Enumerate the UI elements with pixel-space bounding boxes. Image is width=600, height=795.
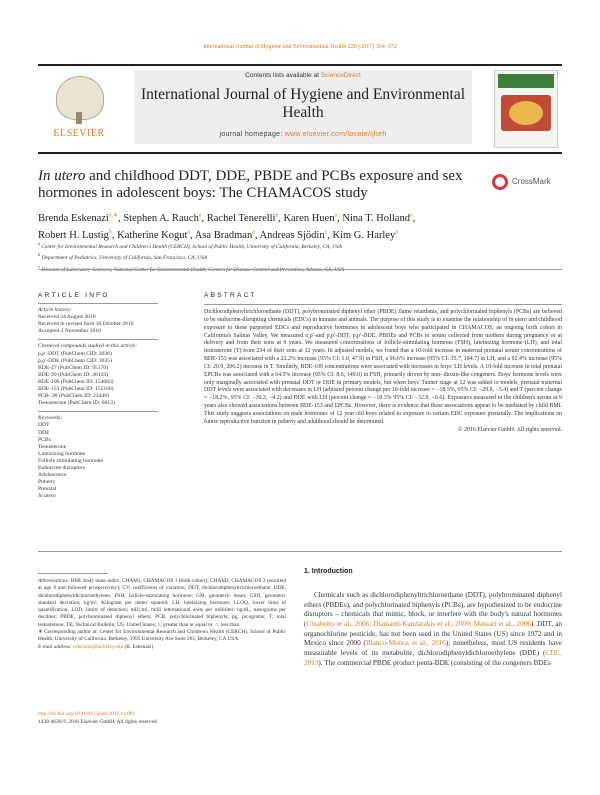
author[interactable]: Robert H. Lustig$^b$,: [38, 229, 118, 241]
author[interactable]: Stephen A. Rauch$^a$,: [123, 212, 207, 224]
keyword: Endocrine disruptors: [38, 464, 85, 471]
journal-homepage: [134, 131, 472, 138]
history-item: Received in revised form 30 October 2016: [38, 321, 134, 328]
compound-item: BDE-99 (PubChem ID: 36159): [38, 371, 109, 378]
elsevier-logo[interactable]: [38, 72, 120, 139]
compound-item: Testosterone (PubChem ID: 6013): [38, 400, 115, 407]
author[interactable]: Karen Huen$^a$,: [283, 212, 343, 224]
title-italic: In utero: [38, 168, 86, 184]
footnotes: [38, 578, 286, 651]
author[interactable]: Nina T. Holland$^a$,: [342, 212, 416, 224]
email-label: E-mail address:: [38, 643, 72, 650]
citation-link[interactable]: Blanco-Munoz et al., 2016: [365, 639, 446, 648]
history-label: Article history:: [38, 307, 73, 314]
compound-item: BDE-100 (PubChem ID: 154083): [38, 378, 114, 385]
crossmark-icon: [492, 174, 508, 190]
keywords-rule: [38, 411, 158, 412]
keyword: Follicle stimulating hormone: [38, 457, 103, 464]
compound-item: p,p′-DDT (PubChem CID: 3036): [38, 350, 112, 357]
homepage-link[interactable]: www.elsevier.com/locate/ijheh: [284, 131, 387, 138]
history-item: Accepted 2 November 2016: [38, 328, 101, 335]
keyword: Testosterone: [38, 443, 67, 450]
abstract-heading: ABSTRACT: [204, 292, 257, 299]
compound-item: BDE-47 (PubChem ID: 95170): [38, 364, 109, 371]
keyword: Prenatal: [38, 486, 57, 493]
article-info-rule: [38, 303, 158, 304]
masthead-bottom-rule: [38, 152, 562, 154]
author[interactable]: Rachel Tenerelli$^a$,: [206, 212, 284, 224]
keyword: Luteinizing hormone: [38, 450, 86, 457]
corresponding-author: ∗ Corresponding author at: Center for Environmental Research and Children's Health (CERCH), School of Public Health, University of California, Berkeley, 1995 University Ave Suite 265, Berkeley, CA USA.: [38, 629, 286, 643]
homepage-prefix: journal homepage:: [219, 131, 283, 138]
keyword: Puberty: [38, 479, 56, 486]
keyword: Adolescence: [38, 472, 67, 479]
journal-banner: [134, 70, 472, 144]
journal-title: International Journal of Hygiene and Environmental Health: [140, 86, 466, 121]
affiliation: $^b$ Department of Pediatrics, University of California, San Francisco, CA, USA: [38, 252, 208, 262]
author[interactable]: Andreas Sjödin$^c$,: [259, 229, 333, 241]
abstract-text: [204, 309, 562, 435]
abbreviations-label: Abbreviations:: [38, 578, 70, 584]
masthead-top-rule: [38, 64, 562, 66]
email-link[interactable]: eskenazi@berkeley.edu: [73, 643, 124, 650]
cover-image-detail: [509, 101, 543, 125]
author-list: [38, 208, 548, 243]
history-item: Received 24 August 2016: [38, 314, 96, 321]
article-info: [38, 292, 158, 500]
author[interactable]: Katherine Kogut$^a$,: [117, 229, 195, 241]
affiliation: c: [38, 263, 40, 269]
abbreviations-text: BMI, body mass index; CHAM1, CHAMACOS 1 (birth cohort); CHAM2, CHAMACOS 2 (enrolled at age 9 and followed prospectively); CV, coefficients of variation; DDT, dichlorodiphenyltrichloroethane; DDE, dichlorodiphenyldichloroethylene; FSH, follicle-stimulating hormone; GM, geometric mean; GSD, geometric standard deviation; kg/m², Kilogram per meter squared; LH, luteinizing hormone; LLOQ, lower limit of quantification; LOD, limits of detection; mIU/ml, milli international units per milliliter; ng/dL, nanograms per deciliter; PBDE, polybrominated diphenyl ethers; PCB, polychlorinated biphenyls; pg, picograms; T, total testosterone; TB, Technical Bulletin; US, United States; ≥, greater than or equal to; <, less than.: [38, 578, 286, 628]
affiliation: $^a$ Center for Environmental Research and Children's Health (CERCH), School of Public Health, University of California, Berkeley, CA, USA: [38, 241, 342, 250]
keywords-label: Keywords:: [38, 415, 63, 422]
abstract-copyright: © 2016 Elsevier GmbH. All rights reserved.: [458, 426, 562, 433]
cover-header: [498, 74, 554, 88]
keyword: PCBs: [38, 436, 51, 443]
abstract-body: Dichlorodiphenyltrichloroethane (DDT), polybrominated diphenyl ether (PBDE) flame retardants, and polychlorinated biphenyls (PCBs) are believed to be endocrine-disrupting chemicals (EDCs) in humans and animals. The purpose of this study is to examine the relationship of in utero and childhood exposure to these purported EDCs and reproductive hormones in adolescent boys who participated in CHAMACOS, an ongoing birth cohort in California's Salinas Valley. We measured o,p′-and p,p′-DDT, p,p′-DDE, PBDEs and PCBs in serum collected from mothers during pregnancy or at delivery and from their sons at 9 years. We measured concentrations of follicle-stimulating hormone (FSH), luteinizing hormone (LH), and total testosterone (T) from 234 of their sons at 12 years. In adjusted models, we found that a 10-fold increase in maternal prenatal serum concentrations of BDE-153 was associated with a 22.2% increase (95% CI: 1.0, 47.9) in FSH, a 96.6% increase (95% CI: 35.7, 184.7) in LH, and a 92.4% increase (95% CI: 20.9, 206.2) increase in T. Similarly, BDE-100 concentrations were associated with increases in boys' LH levels. A 10-fold increase in total prenatal ΣPCBs was associated with a 64.5% increase (95% CI: 8.6, 149.0) in FSH, primarily driven by non- dioxin-like congeners. Boys' hormone levels were only marginally associated with prenatal DDT or DDE in primary models, but when boys' Tanner stage at 12 was added to models, prenatal maternal DDT levels were associated with decreases in LH (adjusted percent change per 10-fold increase = −18.5%, 95% CI: −29.8, −5.4) and T (percent change = −18.2%, 95% CI: −30.2, −4.2) and DDE with LH (percent change = −18.3% 95% CI: −32.9, −0.6). Exposures measured in the children's serum at 9 years also showed associations between BDE-153 and ΣPCBs. However, there is evidence that these associations appear to be mediated by child BMI. This study suggests associations on male hormones of 12 year old boys related to exposure to certain EDC exposure prenatally. The implications on future reproductive function in puberty and adulthood should be determined.: [204, 309, 562, 425]
email-line: [38, 644, 286, 651]
citation-link[interactable]: Chiabotto et al., 2006; Diamanti-Kandarakis et al., 2009; Massart et al., 2006: [306, 619, 531, 628]
crossmark-button[interactable]: [492, 172, 562, 194]
author[interactable]: Asa Bradman$^a$,: [194, 229, 260, 241]
title-rest: and childhood DDT, DDE, PBDE and PCBs exposure and sex hormones in adolescent boys: The CHAMACOS study: [38, 168, 463, 201]
contents-line: [134, 72, 472, 79]
footnote-rule: [38, 573, 108, 574]
compound-item: PCB- 28 (PubChem ID: 23448): [38, 393, 109, 400]
article-info-heading: ARTICLE INFO: [38, 292, 110, 299]
keyword: DDE: [38, 429, 50, 436]
doi-link[interactable]: http://dx.doi.org/10.1016/j.ijheh.2016.11.001: [38, 711, 136, 717]
journal-cover-thumbnail[interactable]: [494, 70, 558, 148]
abstract-bottom-rule: [38, 551, 562, 552]
introduction-paragraph: Chemicals such as dichlorodiphenyltrichloroethane (DDT), polybrominated diphenyl ethers (PBDEs), and polychlorinated biphenyls (PCBs), are hypothesized to be endocrine disruptors – chemicals that mimic, block, or interfere with the body's natural hormones (Chiabotto et al., 2006; Diamanti-Kandarakis et al., 2009; Massart et al., 2006). DDT, an organochlorine pesticide, has not been used in the United States (US) since 1972 and in Mexico since 2000 (Blanco-Munoz et al., 2016); nonetheless, most US residents have measurable levels of its metabolite, dichlorodiphenyldichloroethylene (DDE) (CDC, 2013). The commercial PBDE product penta-BDE (consisting of the congeners BDEs: [304, 591, 563, 667]
contents-prefix: Contents lists available at: [245, 72, 319, 79]
email-suffix: (B. Eskenazi).: [124, 643, 155, 650]
abbreviations: [38, 578, 286, 629]
abstract-rule: [204, 304, 562, 305]
sciencedirect-link[interactable]: ScienceDirect: [320, 72, 361, 79]
author[interactable]: Brenda Eskenazi$^{a,∗}$,: [38, 212, 124, 224]
compounds-rule: [38, 339, 158, 340]
issn-line: 1438-4639/© 2016 Elsevier GmbH. All rights reserved.: [38, 718, 158, 725]
article-title: [38, 168, 468, 202]
keyword: In utero: [38, 493, 56, 500]
masthead: [38, 64, 562, 150]
compounds-label: Chemical compounds studied in this article:: [38, 343, 137, 350]
compound-item: BDE-153 (PubChem ID: 155166): [38, 386, 114, 393]
citation-link[interactable]: CDC, 2013: [304, 648, 562, 667]
compound-item: p,p′-DDE (PubChem CID: 3035): [38, 357, 112, 364]
keyword: DDT: [38, 422, 50, 429]
journal-reference[interactable]: International Journal of Hygiene and Environmental Health 220 (2017) 364–372: [203, 44, 397, 50]
publisher-name: ELSEVIER: [53, 128, 105, 139]
author[interactable]: Kim G. Harley$^a$: [332, 229, 398, 241]
doi-block: [38, 711, 286, 726]
tree-trunk: [76, 112, 82, 124]
introduction-heading: 1. Introduction: [304, 568, 353, 575]
crossmark-label: CrossMark: [512, 177, 551, 186]
affiliation-rule: [38, 269, 562, 270]
